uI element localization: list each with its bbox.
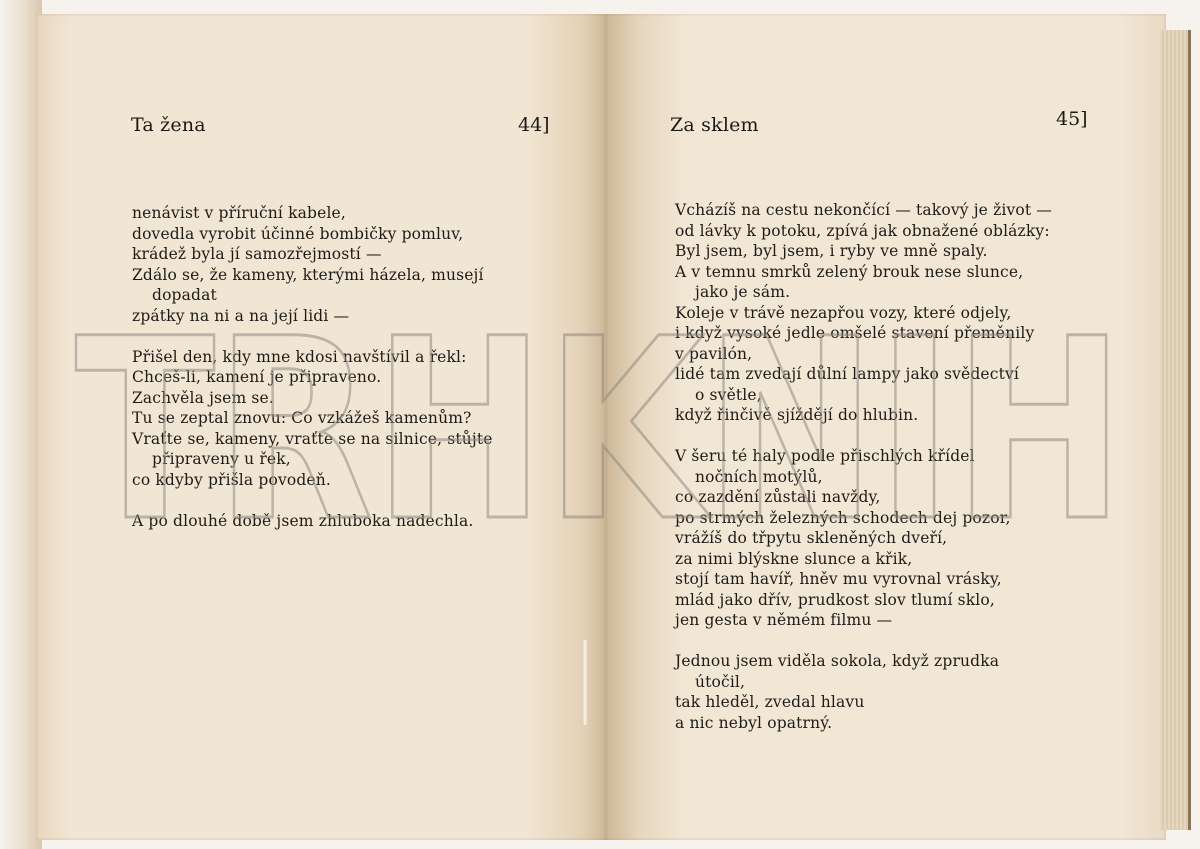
page-edges-stack (1160, 30, 1191, 830)
poem-line: Vraťte se, kameny, vraťte se na silnice, stůjte (132, 429, 493, 448)
poem-line: Vcházíš na cestu nekončící — takový je život — (675, 201, 1053, 219)
poem-line: lidé tam zvedají důlní lampy jako svědectví (675, 365, 1019, 383)
left-page (36, 14, 606, 840)
poem-line: Tu se zeptal znovu: Co vzkážeš kamenům? (132, 409, 472, 427)
right-page-number: 45] (1056, 108, 1088, 130)
poem-line: co kdyby přišla povodeň. (132, 470, 331, 489)
poem-line: Chceš-li, kamení je připraveno. (132, 368, 382, 386)
poem-line: krádež byla jí samozřejmostí — (132, 245, 382, 263)
poem-line: vrážíš do třpytu skleněných dveří, (675, 529, 948, 547)
poem-line: i když vysoké jedle omšelé stavení přeměnily (675, 324, 1035, 342)
poem-line: co zazdění zůstali navždy, (675, 488, 881, 506)
stanza-break (675, 426, 1052, 447)
poem-line: v pavilón, (675, 344, 753, 363)
poem-line: Zdálo se, že kameny, kterými házela, musejí (132, 265, 484, 284)
poem-line: tak hleděl, zvedal hlavu (675, 693, 865, 711)
poem-line: stojí tam havíř, hněv mu vyrovnal vrásky, (675, 570, 1002, 588)
poem-line: mlád jako dřív, prudkost slov tlumí sklo, (675, 590, 995, 609)
poem-line: když řinčivě sjíždějí do hlubin. (675, 406, 919, 424)
stanza-break (132, 490, 493, 511)
poem-line: dopadat (152, 286, 217, 304)
poem-line: o světle, (695, 385, 762, 404)
left-poem (132, 203, 493, 531)
right-running-head: Za sklem (670, 114, 759, 136)
poem-line: za nimi blýskne slunce a křik, (675, 549, 913, 568)
poem-line: jen gesta v němém filmu — (675, 611, 893, 629)
left-page-number: 44] (518, 114, 550, 136)
stanza-break (132, 326, 493, 347)
poem-line: jako je sám. (695, 283, 791, 301)
left-running-head: Ta žena (131, 114, 206, 136)
poem-line: Koleje v trávě nezapřou vozy, které odjely, (675, 303, 1012, 322)
poem-line: nenávist v příruční kabele, (132, 204, 346, 222)
poem-line: útočil, (695, 672, 746, 691)
right-page (606, 14, 1166, 840)
poem-line: Byl jsem, byl jsem, i ryby ve mně spaly. (675, 242, 988, 260)
poem-line: připraveny u řek, (152, 450, 291, 468)
poem-line: Zachvěla jsem se. (132, 388, 274, 407)
poem-line: A v temnu smrků zelený brouk nese slunce, (675, 262, 1024, 281)
watermark-text: TRHKNIH (75, 322, 1125, 527)
poem-line: V šeru té haly podle přischlých křídel (675, 447, 975, 465)
poem-line: po strmých železných schodech dej pozor, (675, 508, 1011, 527)
poem-line: Jednou jsem viděla sokola, když zprudka (675, 652, 1000, 670)
right-poem (675, 200, 1052, 733)
poem-line: dovedla vyrobit účinné bombičky pomluv, (132, 224, 464, 243)
poem-line: a nic nebyl opatrný. (675, 713, 833, 732)
stanza-break (675, 631, 1052, 652)
poem-line: nočních motýlů, (695, 467, 823, 486)
poem-line: zpátky na ni a na její lidi — (132, 306, 350, 325)
gutter-binding (582, 640, 588, 725)
poem-line: Přišel den, kdy mne kdosi navštívil a řekl: (132, 347, 467, 366)
poem-line: od lávky k potoku, zpívá jak obnažené oblázky: (675, 221, 1050, 240)
poem-line: A po dlouhé době jsem zhluboka nadechla. (132, 511, 474, 530)
